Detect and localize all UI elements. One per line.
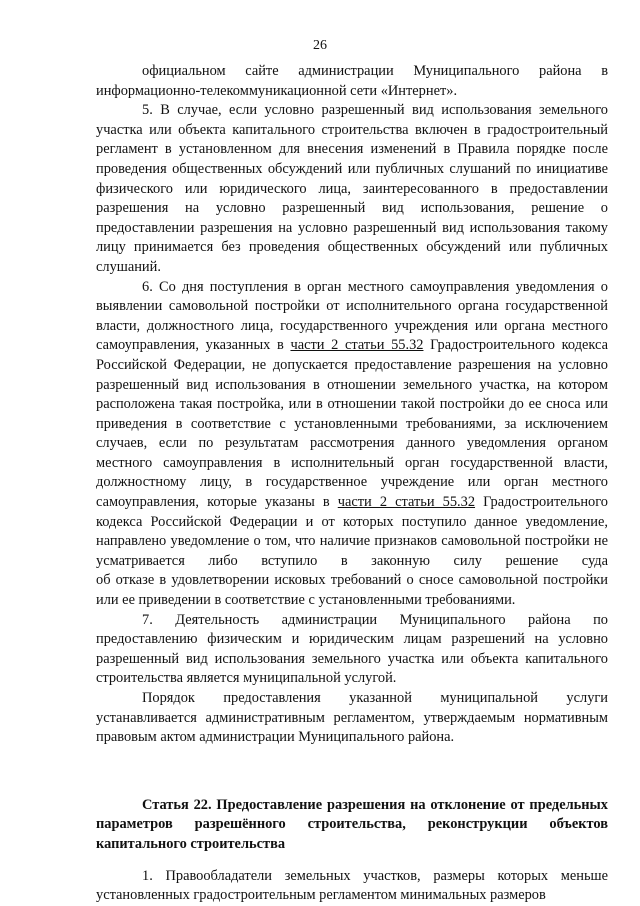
paragraph-procedure: Порядок предоставления указанной муниципальной услуги устанавливается административным регламентом, утверждаемым нормативным правовым актом администрации Муниципального района.	[96, 690, 608, 746]
law-reference-link[interactable]: части 2 статьи 55.32	[337, 494, 476, 511]
article-22-paragraph-1: 1. Правообладатели земельных участков, размеры которых меньше установленных градостроительным регламентом минимальных размеров	[96, 867, 608, 904]
paragraph-6-text-a: 6. Со дня поступления в орган местного самоуправления уведомления о выявлении самовольной постройки от исполнительного органа государственной власти, должностного лица, государственного учреждения или органа местного самоуправления, указанных в	[96, 278, 608, 354]
paragraph-continuation: официальном сайте администрации Муниципального района в информационно-телекоммуникационной сети «Интернет».	[96, 63, 608, 99]
paragraph-5: 5. В случае, если условно разрешенный вид использования земельного участка или объекта капитального строительства включен в градостроительный регламент в установленном для внесения изменений в Правила порядке после проведения общественных обсуждений или публичных слушаний по инициативе физического или юридического лица, заинтересованного в предоставлении разрешения на условно разрешенный вид использования, решение о предоставлении разрешения на условно разрешенный вид использования такому лицу принимается без проведения общественных обсуждений или публичных слушаний.	[96, 102, 608, 275]
paragraph-6-continuation: об отказе в удовлетворении исковых требований о сносе самовольной постройки или ее приведении в соответствие с установленными требованиями.	[96, 572, 608, 609]
law-reference-link[interactable]: части 2 статьи 55.32	[290, 337, 424, 354]
paragraph-6-text-c: Градостроительного кодекса Российской Федерации и от которых поступило данное уведомление, направлено уведомление о том, что наличие признаков самовольной постройки не усматривается либо вступило в законную силу решение суда	[96, 494, 608, 569]
page-number: 26	[313, 38, 327, 53]
article-22-heading: Статья 22. Предоставление разрешения на отклонение от предельных параметров разрешённого строительства, реконструкции объектов капитального строительства	[96, 796, 608, 852]
paragraph-6-text-b: Градостроительного кодекса Российской Федерации, не допускается предоставление разрешения на условно разрешенный вид использования в отношении земельного участка, на котором расположена такая постройка, или в отношении такой постройки до ее сноса или приведения в соответствие с установленными требованиями, за исключением случаев, если по результатам рассмотрения данного уведомления органом местного самоуправления в исполнительный орган государственной власти, должностному лицу, в государственное учреждение или орган местного самоуправления, которые указаны в	[96, 337, 609, 511]
paragraph-7: 7. Деятельность администрации Муниципального района по предоставлению физическим и юридическим лицам разрешений на условно разрешенный вид использования земельного участка или объекта капитального строительства является муниципальной услугой.	[96, 611, 608, 687]
document-body	[96, 62, 608, 906]
paragraph-6	[96, 278, 608, 572]
